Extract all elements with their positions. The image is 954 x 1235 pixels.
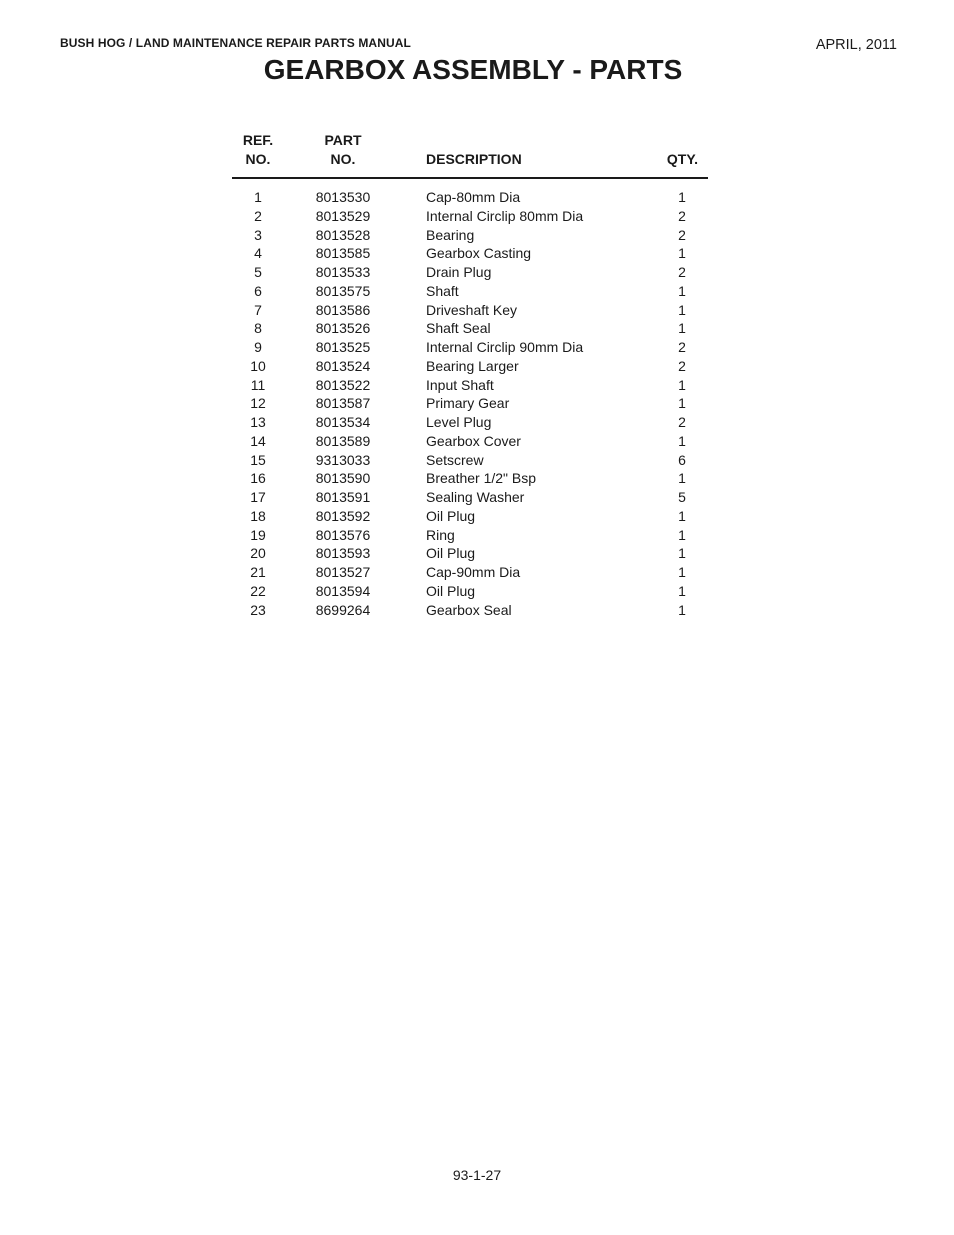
description-cell: Level Plug: [426, 414, 492, 430]
quantity-cell: 1: [678, 564, 686, 580]
part-number-cell: 8013527: [315, 564, 371, 580]
ref-number-cell: 16: [250, 470, 266, 487]
description-cell: Internal Circlip 90mm Dia: [426, 339, 584, 355]
description-cell: Gearbox Casting: [426, 245, 532, 262]
table-row: [232, 526, 708, 545]
ref-number-cell: 10: [250, 357, 266, 374]
quantity-cell: 1: [678, 282, 686, 299]
ref-number-cell: 18: [250, 507, 266, 524]
quantity-cell: 6: [678, 451, 686, 468]
part-number-cell: 8013585: [315, 245, 371, 262]
part-number-cell: 8013534: [315, 414, 371, 430]
ref-number-cell: 4: [254, 245, 262, 262]
part-number-cell: 8013525: [315, 339, 371, 355]
table-row: [232, 432, 708, 451]
column-header-ref-line2: NO.: [245, 151, 271, 167]
description-cell: Ring: [426, 526, 455, 543]
part-number-cell: 8013590: [315, 470, 371, 487]
page-title: GEARBOX ASSEMBLY - PARTS: [263, 54, 683, 85]
part-number-cell: 8013592: [315, 507, 371, 524]
table-row: [232, 188, 708, 207]
description-cell: Drain Plug: [426, 264, 492, 280]
ref-number-cell: 3: [254, 226, 262, 243]
ref-number-cell: 21: [250, 564, 266, 580]
table-row: [232, 507, 708, 526]
table-row: [232, 301, 708, 320]
column-header-part-no: [302, 131, 384, 169]
description-cell: Driveshaft Key: [426, 301, 518, 318]
description-cell: Breather 1/2" Bsp: [426, 470, 537, 487]
quantity-cell: 2: [678, 207, 686, 224]
part-number-cell: 8013575: [315, 282, 371, 299]
quantity-cell: 2: [678, 264, 686, 280]
description-cell: Shaft: [426, 282, 459, 299]
column-header-description: DESCRIPTION: [426, 151, 522, 167]
column-header-qty: QTY.: [666, 151, 698, 167]
ref-number-cell: 15: [250, 451, 266, 468]
table-row: [232, 376, 708, 395]
part-number-cell: 8013529: [315, 207, 371, 224]
page-number: 93-1-27: [452, 1167, 502, 1183]
table-row: [232, 544, 708, 563]
table-row: [232, 338, 708, 357]
part-number-cell: 8013594: [315, 582, 371, 599]
table-row: [232, 244, 708, 263]
description-cell: Sealing Washer: [426, 489, 525, 505]
table-row: [232, 263, 708, 282]
table-row: [232, 582, 708, 601]
ref-number-cell: 7: [254, 301, 262, 318]
description-cell: Oil Plug: [426, 507, 476, 524]
part-number-cell: 8013591: [315, 489, 371, 505]
description-cell: Cap-90mm Dia: [426, 564, 521, 580]
part-number-cell: 8013530: [315, 189, 371, 205]
part-number-cell: 8013576: [315, 526, 371, 543]
description-cell: Bearing Larger: [426, 357, 519, 374]
table-row: [232, 226, 708, 245]
ref-number-cell: 12: [250, 395, 266, 412]
table-row: [232, 488, 708, 507]
part-number-cell: 8699264: [315, 601, 371, 618]
ref-number-cell: 20: [250, 545, 266, 562]
table-row: [232, 282, 708, 301]
table-row: [232, 394, 708, 413]
ref-number-cell: 11: [250, 376, 266, 393]
table-row: [232, 601, 708, 620]
quantity-cell: 2: [678, 339, 686, 355]
quantity-cell: 1: [678, 189, 686, 205]
table-header: [232, 130, 708, 179]
ref-number-cell: 13: [250, 414, 266, 430]
quantity-cell: 1: [678, 507, 686, 524]
ref-number-cell: 9: [254, 339, 262, 355]
description-cell: Cap-80mm Dia: [426, 189, 521, 205]
quantity-cell: 1: [678, 395, 686, 412]
quantity-cell: 1: [678, 526, 686, 543]
table-row: [232, 319, 708, 338]
column-header-part-line2: NO.: [330, 151, 356, 167]
quantity-cell: 2: [678, 226, 686, 243]
part-number-cell: 8013526: [315, 320, 371, 337]
ref-number-cell: 14: [250, 432, 266, 449]
ref-number-cell: 22: [250, 582, 266, 599]
quantity-cell: 2: [678, 357, 686, 374]
ref-number-cell: 23: [250, 601, 266, 618]
part-number-cell: 8013593: [315, 545, 371, 562]
quantity-cell: 2: [678, 414, 686, 430]
ref-number-cell: 6: [254, 282, 262, 299]
document-date: APRIL, 2011: [815, 37, 897, 53]
quantity-cell: 1: [678, 432, 686, 449]
description-cell: Oil Plug: [426, 582, 476, 599]
quantity-cell: 1: [678, 582, 686, 599]
column-header-part-line1: PART: [324, 132, 362, 148]
description-cell: Shaft Seal: [426, 320, 491, 337]
quantity-cell: 1: [678, 545, 686, 562]
ref-number-cell: 19: [250, 526, 266, 543]
quantity-cell: 1: [678, 470, 686, 487]
description-cell: Primary Gear: [426, 395, 510, 412]
table-row: [232, 451, 708, 470]
column-header-ref-no: [232, 131, 284, 169]
table-body: [232, 179, 708, 619]
ref-number-cell: 8: [254, 320, 262, 337]
table-row: [232, 357, 708, 376]
part-number-cell: 8013587: [315, 395, 371, 412]
table-row: [232, 563, 708, 582]
ref-number-cell: 5: [254, 264, 262, 280]
parts-table: [232, 130, 708, 619]
table-row: [232, 413, 708, 432]
manual-title: BUSH HOG / LAND MAINTENANCE REPAIR PARTS MANUAL: [60, 36, 411, 50]
description-cell: Gearbox Seal: [426, 601, 512, 618]
ref-number-cell: 1: [254, 189, 262, 205]
part-number-cell: 8013528: [315, 226, 371, 243]
ref-number-cell: 17: [250, 489, 266, 505]
quantity-cell: 5: [678, 489, 686, 505]
table-row: [232, 469, 708, 488]
part-number-cell: 8013586: [315, 301, 371, 318]
description-cell: Bearing: [426, 226, 475, 243]
quantity-cell: 1: [678, 376, 686, 393]
quantity-cell: 1: [678, 601, 686, 618]
quantity-cell: 1: [678, 301, 686, 318]
table-row: [232, 207, 708, 226]
description-cell: Oil Plug: [426, 545, 476, 562]
quantity-cell: 1: [678, 245, 686, 262]
part-number-cell: 8013524: [315, 357, 371, 374]
part-number-cell: 8013533: [315, 264, 371, 280]
quantity-cell: 1: [678, 320, 686, 337]
ref-number-cell: 2: [254, 207, 262, 224]
description-cell: Gearbox Cover: [426, 432, 521, 449]
description-cell: Setscrew: [426, 451, 484, 468]
description-cell: Input Shaft: [426, 376, 494, 393]
description-cell: Internal Circlip 80mm Dia: [426, 207, 584, 224]
part-number-cell: 8013522: [315, 376, 371, 393]
column-header-ref-line1: REF.: [242, 132, 274, 148]
part-number-cell: 9313033: [315, 451, 371, 468]
part-number-cell: 8013589: [315, 432, 371, 449]
